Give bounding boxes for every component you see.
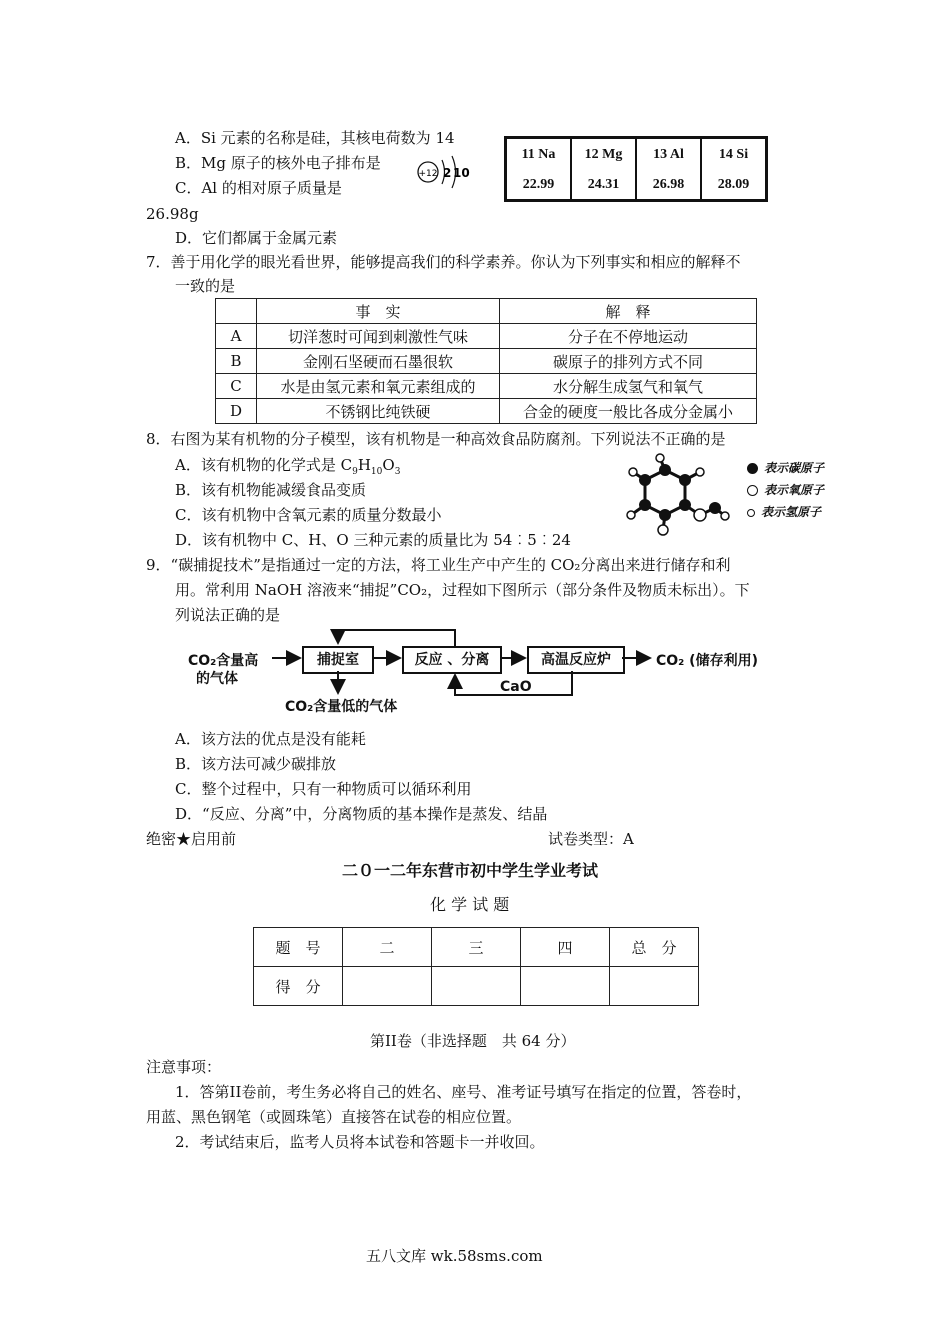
notice-2: 2．考试结束后，监考人员将本试卷和答题卡一并收回。 <box>175 1133 545 1151</box>
part-title: 第II卷（非选择题 共 64 分） <box>370 1032 576 1050</box>
nucleus-label: +12 <box>418 169 438 179</box>
score-input[interactable] <box>343 967 432 1006</box>
oxygen-dot-icon <box>747 485 758 496</box>
notice-1b: 用蓝、黑色钢笔（或圆珠笔）直接答在试卷的相应位置。 <box>146 1108 522 1126</box>
notice-title: 注意事项： <box>146 1058 222 1076</box>
element-cell: 13 Al 26.98 <box>636 138 701 201</box>
table-row: B 金刚石坚硬而石墨很软 碳原子的排列方式不同 <box>216 349 757 374</box>
exam-subtitle: 化 学 试 题 <box>430 895 510 914</box>
q9-stem-line2: 用。常利用 NaOH 溶液来“捕捉”CO₂，过程如下图所示（部分条件及物质未标出）。下 <box>175 581 750 599</box>
secret-label: 绝密★启用前 <box>146 830 237 848</box>
shell-1-count: 2 <box>443 166 452 180</box>
flow-box-capture: 捕捉室 <box>302 646 374 674</box>
element-cell: 12 Mg 24.31 <box>571 138 636 201</box>
score-table <box>253 927 699 1006</box>
q7-fact-table <box>215 298 757 424</box>
periodic-table-fragment <box>504 136 768 202</box>
legend-carbon: 表示碳原子 <box>747 459 824 476</box>
carbon-dot-icon <box>747 463 758 474</box>
q6-option-b: B．Mg 原子的核外电子排布是 <box>175 154 381 172</box>
shell-2-count: 10 <box>453 166 470 180</box>
table-header-fact: 事 实 <box>257 299 500 324</box>
flow-recycle-label: CaO <box>500 679 532 695</box>
table-row: D 不锈钢比纯铁硬 合金的硬度一般比各成分金属小 <box>216 399 757 424</box>
q6-option-a: A．Si 元素的名称是硅，其核电荷数为 14 <box>175 129 455 147</box>
table-header-explain: 解 释 <box>500 299 757 324</box>
table-row: C 水是由氢元素和氧元素组成的 水分解生成氢气和氧气 <box>216 374 757 399</box>
q6-option-d: D．它们都属于金属元素 <box>175 229 338 247</box>
score-input[interactable] <box>432 967 521 1006</box>
paper-type: 试卷类型：A <box>548 830 634 848</box>
exam-title: 二０一二年东营市初中学生学业考试 <box>342 861 599 880</box>
q7-stem-line2: 一致的是 <box>175 277 236 295</box>
q9-stem-line3: 列说法正确的是 <box>175 606 281 624</box>
molecule-model <box>615 450 735 545</box>
score-input[interactable] <box>610 967 699 1006</box>
flow-box-react: 反应 、分离 <box>402 646 502 674</box>
hydrogen-dot-icon <box>747 509 755 517</box>
table-row: 题 号 二 三 四 总 分 <box>254 928 699 967</box>
flow-input-line2: 的气体 <box>196 671 238 687</box>
flow-bottom-output: CO₂含量低的气体 <box>285 699 398 715</box>
q7-stem-line1: 7．善于用化学的眼光看世界，能够提高我们的科学素养。你认为下列事实和相应的解释不 <box>146 253 741 271</box>
mg-electron-diagram <box>416 150 472 190</box>
flow-box-furnace: 高温反应炉 <box>527 646 625 674</box>
table-cell <box>216 299 257 324</box>
q9-option-b: B．该方法可减少碳排放 <box>175 755 337 773</box>
q8-option-d: D．该有机物中 C、H、O 三种元素的质量比为 54︰5︰24 <box>175 531 571 549</box>
legend-oxygen: 表示氧原子 <box>747 481 824 498</box>
q9-option-d: D．“反应、分离”中，分离物质的基本操作是蒸发、结晶 <box>175 805 548 823</box>
q8-option-b: B．该有机物能减缓食品变质 <box>175 481 367 499</box>
q9-option-a: A．该方法的优点是没有能耗 <box>175 730 366 748</box>
q9-option-c: C．整个过程中，只有一种物质可以循环利用 <box>175 780 472 798</box>
q6-option-c-cont: 26.98g <box>146 205 199 223</box>
footer-source: 五八文库 wk.58sms.com <box>366 1247 543 1265</box>
element-cell: 14 Si 28.09 <box>701 138 767 201</box>
q8-stem: 8．右图为某有机物的分子模型，该有机物是一种高效食品防腐剂。下列说法不正确的是 <box>146 430 726 448</box>
element-cell: 11 Na 22.99 <box>506 138 572 201</box>
legend-hydrogen: 表示氢原子 <box>747 503 821 520</box>
score-input[interactable] <box>521 967 610 1006</box>
q8-option-c: C．该有机物中含氧元素的质量分数最小 <box>175 506 442 524</box>
flow-output: CO₂ (储存利用) <box>656 653 758 669</box>
q9-stem-line1: 9．“碳捕捉技术”是指通过一定的方法，将工业生产中产生的 CO₂分离出来进行储存和利 <box>146 556 731 574</box>
flow-input-line1: CO₂含量高 <box>188 653 259 669</box>
table-row: 得 分 <box>254 967 699 1006</box>
table-row: A 切洋葱时可闻到刺激性气味 分子在不停地运动 <box>216 324 757 349</box>
q8-option-a: A．该有机物的化学式是 $C_9H_{10}O_3$ <box>175 456 401 477</box>
notice-1a: 1．答第II卷前，考生务必将自己的姓名、座号、准考证号填写在指定的位置，答卷时， <box>175 1083 752 1101</box>
q6-option-c: C．Al 的相对原子质量是 <box>175 179 342 197</box>
